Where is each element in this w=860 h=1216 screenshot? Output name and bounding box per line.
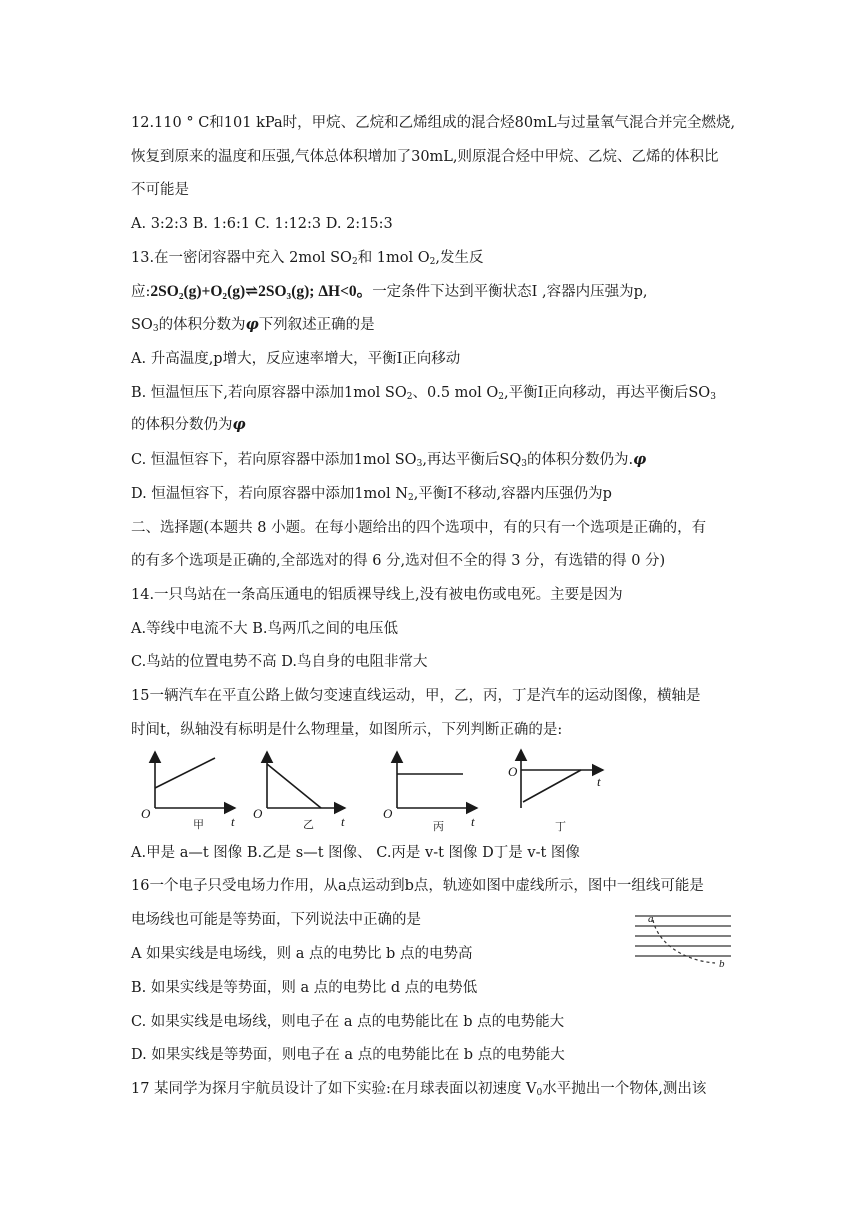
q13-text: ,平衡Ⅰ不移动,容器内压强仍为p	[413, 486, 612, 502]
q14-line-3: C.鸟站的位置电势不高 D.鸟自身的电阻非常大	[131, 654, 428, 670]
q13-text: D. 恒温恒容下，若向原容器中添加1mol N	[131, 486, 408, 502]
q13-text: 的体积分数仍为	[131, 417, 233, 433]
subscript: 2	[407, 493, 414, 503]
q15-line-1: 15一辆汽车在平直公路上做匀变速直线运动，甲，乙，丙，丁是汽车的运动图像，横轴是	[131, 688, 701, 704]
q13-text: SO	[131, 317, 153, 333]
section-2-heading-line-1: 二、选择题(本题共 8 小题。在每小题给出的四个选项中，有的只有一个选项是正确的，有	[131, 520, 707, 536]
graph-yi	[267, 752, 345, 808]
q13-text: B. 恒温恒压下,若向原容器中添加1mol SO	[131, 385, 407, 401]
q13-text: ,再达平衡后SQ	[422, 452, 522, 468]
section-2-heading-line-2: 的有多个选项是正确的,全部选对的得 6 分,选对但不全的得 3 分，有选错的得 0 分)	[131, 553, 666, 569]
q16-option-a: A 如果实线是电场线，则 a 点的电势比 b 点的电势高	[131, 946, 473, 962]
q13-option-d	[131, 484, 612, 504]
q16-line-1: 16一个电子只受电场力作用，从a点运动到b点，轨迹如图中虚线所示，图中一组线可能是	[131, 878, 704, 894]
graph-ding-line	[523, 770, 581, 802]
q13-option-b-line-2	[131, 415, 246, 435]
q16-line-2: 电场线也可能是等势面，下列说法中正确的是	[131, 912, 421, 928]
phi-symbol: φ	[633, 451, 647, 468]
q14-line-2: A.等线中电流不大 B.鸟两爪之间的电压低	[131, 621, 398, 637]
graph-yi-name: 乙	[303, 819, 314, 831]
q13-line-2	[131, 282, 648, 302]
q16-option-b: B. 如果实线是等势面，则 a 点的电势比 d 点的电势低	[131, 980, 478, 996]
graph-bing-axis-label: t	[471, 814, 475, 829]
q17-line-1	[131, 1079, 706, 1099]
subscript: 3	[521, 459, 527, 469]
reaction-equation: 2SO₂(g)+O₂(g)⇌2SO₃(g); ΔH<0。	[150, 283, 373, 300]
q13-text: 和 1mol O	[357, 250, 430, 266]
graph-ding-origin: O	[508, 764, 518, 779]
subscript: 2	[498, 392, 505, 402]
q13-text: 的体积分数仍为.	[526, 452, 634, 468]
graph-jia-line	[155, 758, 215, 788]
q16-option-c: C. 如果实线是电场线，则电子在 a 点的电势能比在 b 点的电势能大	[131, 1014, 565, 1030]
q13-text: 的体积分数为	[158, 317, 246, 333]
q13-text: 应:	[131, 284, 151, 300]
q12-options: A. 3:2:3 B. 1:6:1 C. 1:12:3 D. 2:15:3	[131, 216, 393, 232]
q13-line-1	[131, 248, 483, 268]
graph-jia-origin: O	[141, 806, 151, 821]
q12-line-1: 12.110 ° C和101 kPa时，甲烷、乙烷和乙烯组成的混合烃80mL与过量氧气混合并完全燃烧,	[131, 115, 736, 131]
q16-option-d: D. 如果实线是等势面，则电子在 a 点的电势能比在 b 点的电势能大	[131, 1047, 565, 1063]
graph-yi-line	[267, 764, 321, 808]
q12-line-3: 不可能是	[131, 182, 189, 198]
graph-jia-axis-label: t	[231, 814, 235, 829]
q13-line-3	[131, 315, 375, 335]
graph-bing-origin: O	[383, 806, 393, 821]
graph-bing-name: 丙	[433, 821, 444, 833]
graph-ding-name: 丁	[555, 821, 566, 833]
q13-text: C. 恒温恒容下，若向原容器中添加1mol SO	[131, 452, 417, 468]
q15-options: A.甲是 a—t 图像 B.乙是 s—t 图像、 C.丙是 v-t 图像 D丁是 v-t 图像	[131, 845, 580, 861]
q15-line-2: 时间t，纵轴没有标明是什么物理量，如图所示，下列判断正确的是:	[131, 722, 563, 738]
graph-bing	[397, 752, 477, 808]
q13-text: 、0.5 mol O	[412, 385, 499, 401]
q17-text: 17 某同学为探月宇航员设计了如下实验:在月球表面以初速度 V	[131, 1081, 537, 1097]
q13-text: ,发生反	[435, 250, 484, 266]
graph-ding-axis-label: t	[597, 774, 601, 789]
graph-yi-axis-label: t	[341, 814, 345, 829]
q13-option-b	[131, 383, 716, 403]
graph-yi-origin: O	[253, 806, 263, 821]
graph-jia-name: 甲	[193, 819, 204, 831]
field-lines-figure	[633, 906, 733, 970]
q13-text: 13.在一密闭容器中充入 2mol SO	[131, 250, 352, 266]
q13-text: 一定条件下达到平衡状态Ⅰ ,容器内压强为p,	[372, 284, 648, 300]
q17-text: 水平抛出一个物体,测出该	[542, 1081, 707, 1097]
phi-symbol: φ	[245, 316, 259, 333]
point-b-label: b	[719, 958, 725, 970]
subscript: 2	[406, 392, 413, 402]
graph-ding	[521, 750, 603, 808]
motion-graphs-figure	[131, 746, 621, 836]
subscript: 3	[152, 324, 159, 334]
q13-option-c	[131, 450, 646, 470]
subscript: 2	[429, 257, 436, 267]
subscript: 3	[710, 392, 716, 402]
subscript: 2	[351, 257, 358, 267]
graph-jia	[155, 752, 235, 808]
point-a-label: a	[648, 913, 654, 925]
subscript: 3	[416, 459, 423, 469]
phi-symbol: φ	[232, 416, 246, 433]
q12-line-2: 恢复到原来的温度和压强,气体总体积增加了30mL,则原混合烃中甲烷、乙烷、乙烯的体积比	[131, 149, 719, 165]
q13-text: ,平衡Ⅰ正向移动，再达平衡后SO	[504, 385, 711, 401]
q13-text: 下列叙述正确的是	[258, 317, 375, 333]
q13-option-a: A. 升高温度,p增大，反应速率增大，平衡Ⅰ正向移动	[131, 351, 461, 367]
subscript: 0	[536, 1088, 543, 1098]
q14-line-1: 14.一只鸟站在一条高压通电的铝质裸导线上,没有被电伤或电死。主要是因为	[131, 587, 623, 603]
